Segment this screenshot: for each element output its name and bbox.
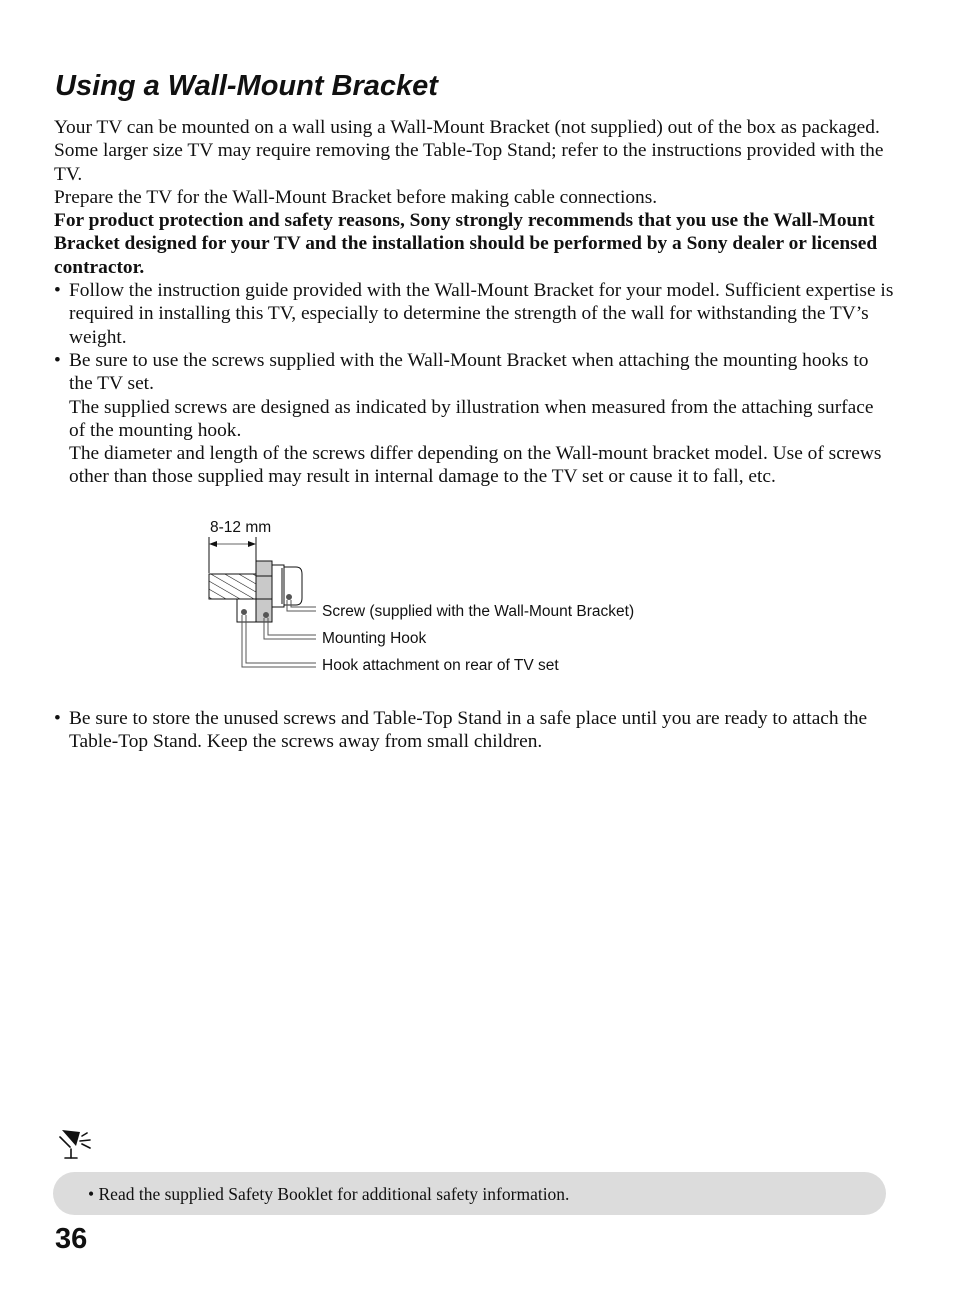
dimension-label: 8-12 mm (210, 519, 272, 536)
screw-head (272, 565, 284, 607)
bullet-text: The supplied screws are designed as indicated by illustration when measured from the attaching surface of the mounting hook. (69, 396, 874, 441)
tv-rear-section (209, 574, 256, 599)
bullet-dot: • (54, 349, 61, 371)
dimension-arrow (209, 537, 256, 573)
intro-paragraph-2: Prepare the TV for the Wall-Mount Bracket before making cable connections. (54, 186, 658, 208)
hook-attachment (237, 599, 257, 622)
bullet-dot: • (54, 708, 61, 729)
bullet-item-store-screws (54, 707, 894, 754)
bullet-item-screws (54, 349, 894, 489)
bullet-text: The diameter and length of the screws differ depending on the Wall-mount bracket model. Use of screws other than those supplied may result in internal damage to the TV set or cause it to fall, etc. (69, 443, 882, 488)
bullet-text: Follow the instruction guide provided with the Wall-Mount Bracket for your model. Sufficient expertise is required in installing this TV, especially to determine the strength of the wall for withstanding the TV’s weight. (69, 280, 894, 348)
hint-lamp-icon (56, 1125, 96, 1161)
callout-leaders (242, 600, 316, 667)
callout-mounting-hook: Mounting Hook (322, 630, 427, 647)
page-number: 36 (55, 1223, 88, 1255)
bullet-text: Be sure to store the unused screws and Table-Top Stand in a safe place until you are ready to attach the Table-Top Stand. Keep the screws away from small children. (69, 708, 868, 753)
callout-screw: Screw (supplied with the Wall-Mount Bracket) (322, 603, 635, 620)
callout-hook-attachment: Hook attachment on rear of TV set (322, 657, 559, 674)
hint-text: • Read the supplied Safety Booklet for additional safety information. (88, 1184, 570, 1204)
bullet-text: Be sure to use the screws supplied with the Wall-Mount Bracket when attaching the mounting hooks to the TV set. (69, 349, 869, 395)
bullet-dot: • (54, 280, 61, 302)
mounting-hook (256, 561, 272, 622)
hint-box (53, 1172, 886, 1215)
bullet-item-instruction-guide (54, 279, 894, 349)
intro-paragraph-1: Your TV can be mounted on a wall using a Wall-Mount Bracket (not supplied) out of the box as packaged. Some larger size TV may require removing the Table-Top Stand; refer to the instructions provided with the TV. (54, 117, 884, 185)
page-title: Using a Wall-Mount Bracket (55, 70, 438, 102)
safety-warning: For product protection and safety reasons, Sony strongly recommends that you use the Wall-Mount Bracket designed for your TV and the installation should be performed by a Sony dealer or licensed contractor. (54, 210, 878, 278)
body-text (54, 116, 894, 489)
